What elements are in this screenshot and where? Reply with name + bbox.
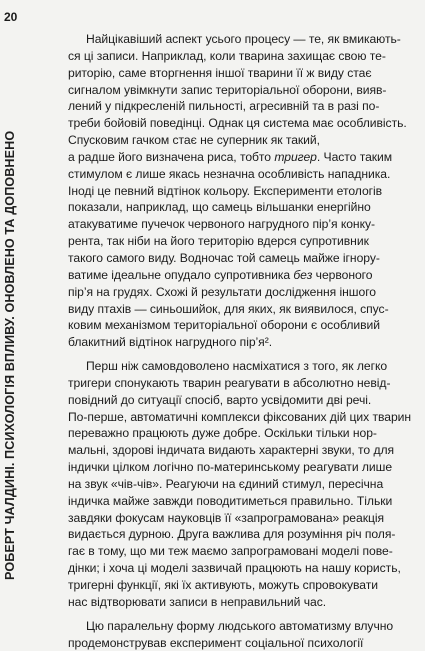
text-line: Спусковим гачком стає не суперник як такий, xyxy=(68,133,320,148)
text-line: показали, наприклад, що самець вільшанки енергійно xyxy=(68,200,371,215)
text-line: продемонстрував експеримент соціальної психології xyxy=(68,635,364,650)
text-line: видається дурною. Друга важлива для розуміння річ поля- xyxy=(68,527,396,542)
italic-term: тригер xyxy=(274,149,317,164)
paragraph xyxy=(68,358,413,611)
text-line: ковим механізмом територіальної оборони є особливий xyxy=(68,318,380,333)
text-line: переважно працюють дуже добре. Оскільки тільки нор- xyxy=(68,426,377,441)
text-line: атакуватиме пучечок червоного нагрудного пір’я конку- xyxy=(68,217,375,232)
text-line: треби бойовій поведінці. Однак ця система має особливість. xyxy=(68,116,407,131)
text-line: на звук «чів-чів». Реагуючи на єдиний стимул, пересічна xyxy=(68,476,384,491)
text-line: ся ці записи. Наприклад, коли тварина захищає свою те- xyxy=(68,48,386,63)
text-segment: червоного xyxy=(312,267,373,282)
text-line: завдяки фокусам науковців її «запрограмована» реакція xyxy=(68,510,385,525)
text-line: сигналом увімкнути запис територіальної оборони, вияв- xyxy=(68,82,387,97)
text-line: Найцікавіший аспект усього процесу — те, як вмикають- xyxy=(86,32,401,46)
text-line xyxy=(68,267,413,284)
text-line: індички цілком логічно по-материнському реагувати лише xyxy=(68,460,393,475)
text-line: дінки; і хоча ці моделі зазвичай працюють на нашу користь, xyxy=(68,561,401,576)
text-line: тригерні функції, які їх активують, можуть спровокувати xyxy=(68,578,378,592)
page-number: 20 xyxy=(4,10,18,24)
text-line: риторію, саме вторгнення іншої тварини її ж виду стає xyxy=(68,65,372,80)
text-segment: а радше його визначена риса, тобто xyxy=(68,149,272,164)
text-line: гає в тому, що ми теж маємо запрограмовані моделі пове- xyxy=(68,544,393,559)
text-segment: ватиме ідеальне опудало супротивника xyxy=(68,267,291,282)
text-line: мальні, здорові індичата видають характерні звуки, то для xyxy=(68,443,395,458)
text-line: такого самого виду. Водночас той самець майже ігнору- xyxy=(68,250,380,265)
text-line: повідний до ситуації спосіб, варто усвідомити дві речі. xyxy=(68,392,372,407)
text-line: Іноді це певний відтінок кольору. Експерименти етологів xyxy=(68,183,383,198)
text-line: індичка майже завжди поводитиметься правильно. Тільки xyxy=(68,493,393,508)
text-segment: . Часто таким xyxy=(316,149,393,164)
body-text xyxy=(68,31,413,651)
paragraph xyxy=(68,31,413,351)
text-line: лений у підкресленій пильності, агресивній та в разі по- xyxy=(68,99,380,114)
paragraph xyxy=(68,618,413,651)
text-line: тригери спонукають тварин реагувати в абсолютно невід- xyxy=(68,375,391,390)
italic-term: без xyxy=(293,267,313,282)
text-line: рента, так ніби на його територію вдерся супротивник xyxy=(68,234,369,249)
text-line: пір’я на грудях. Схожі й результати дослідження іншого xyxy=(68,284,377,299)
text-line: нас відтворювати записи в неправильний час. xyxy=(68,594,327,609)
text-line: По-перше, автоматичні комплекси фіксованих дій цих тварин xyxy=(68,409,412,424)
running-header: РОБЕРТ ЧАЛДИНІ. ПСИХОЛОГІЯ ВПЛИВУ. ОНОВЛЕНО ТА ДОПОВНЕНО xyxy=(3,130,17,580)
text-line: виду птахів — синьошийок, для яких, як виявилося, спус- xyxy=(68,301,389,316)
text-line: Цю паралельну форму людського автоматизму влучно xyxy=(86,618,394,633)
text-line: блакитний відтінок нагрудного пір’я². xyxy=(68,335,273,350)
text-line: стимулом є лише якась незначна особливість нападника. xyxy=(68,166,391,181)
text-line: Перш ніж самовдоволено насміхатися з того, як легко xyxy=(86,359,388,374)
text-line xyxy=(68,149,413,166)
